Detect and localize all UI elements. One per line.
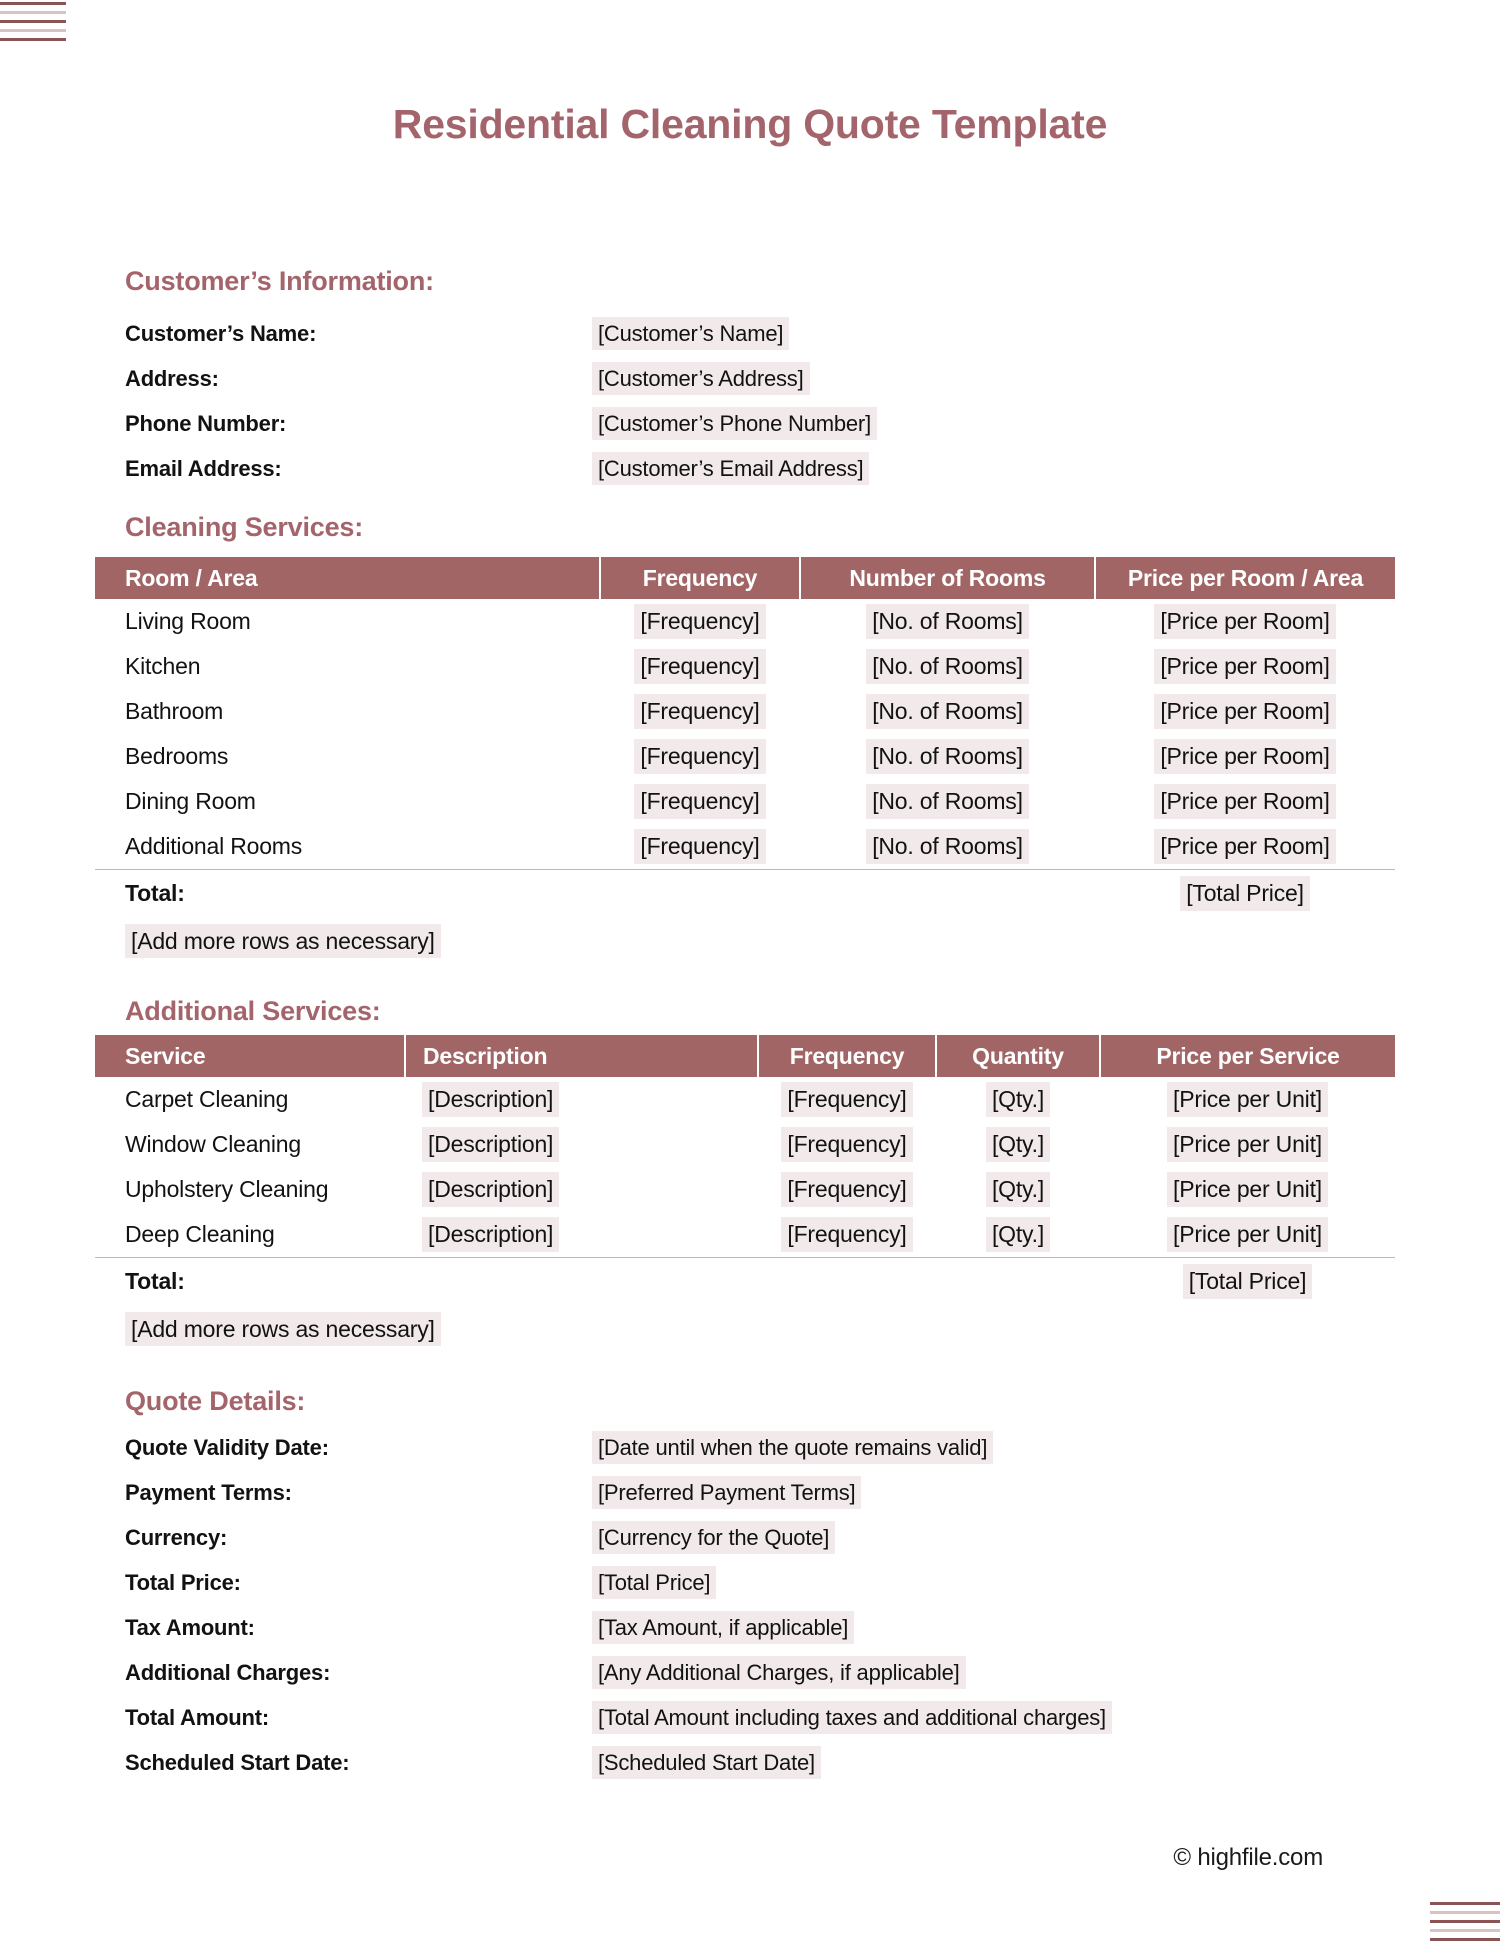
service-name: Upholstery Cleaning: [125, 1176, 329, 1202]
add-more-rows-note-row: [95, 917, 1395, 965]
frequency-placeholder[interactable]: [Frequency]: [634, 604, 765, 639]
quantity-placeholder[interactable]: [Qty.]: [986, 1127, 1050, 1162]
field-row-total-amount: [125, 1695, 1395, 1740]
section-heading-quote-details: Quote Details:: [125, 1386, 306, 1416]
column-header-quantity: Quantity: [936, 1035, 1100, 1077]
field-label: Email Address:: [125, 455, 282, 481]
section-heading-additional-services: Additional Services:: [125, 996, 381, 1026]
frequency-placeholder[interactable]: [Frequency]: [781, 1082, 912, 1117]
section-heading-customer-information: Customer’s Information:: [125, 266, 434, 296]
field-label: Total Price:: [125, 1569, 241, 1595]
price-placeholder[interactable]: [Price per Unit]: [1167, 1217, 1328, 1252]
field-row-phone-number: [125, 401, 1395, 446]
add-more-rows-note-row: [95, 1305, 1395, 1353]
column-header-description: Description: [405, 1035, 758, 1077]
quantity-placeholder[interactable]: [Qty.]: [986, 1172, 1050, 1207]
quantity-placeholder[interactable]: [Qty.]: [986, 1217, 1050, 1252]
service-name: Deep Cleaning: [125, 1220, 275, 1247]
footer-credit: © highfile.com: [1173, 1844, 1323, 1871]
service-name: Carpet Cleaning: [125, 1086, 289, 1112]
field-label: Quote Validity Date:: [125, 1434, 329, 1460]
field-row-customer-name: [125, 311, 1395, 356]
decorative-line: [0, 38, 66, 41]
field-label: Phone Number:: [125, 410, 287, 436]
table-row: [95, 779, 1395, 824]
rooms-count-placeholder[interactable]: [No. of Rooms]: [866, 829, 1029, 864]
total-price-placeholder[interactable]: [Total Price]: [592, 1566, 716, 1600]
payment-terms-placeholder[interactable]: [Preferred Payment Terms]: [592, 1476, 861, 1510]
field-label: Customer’s Name:: [125, 320, 317, 346]
table-row: [95, 599, 1395, 644]
service-name: Window Cleaning: [125, 1131, 301, 1157]
rooms-count-placeholder[interactable]: [No. of Rooms]: [866, 604, 1029, 639]
corner-lines-decoration-bottom-right: [1430, 1902, 1500, 1941]
decorative-line: [1430, 1920, 1500, 1923]
frequency-placeholder[interactable]: [Frequency]: [781, 1127, 912, 1162]
field-label: Tax Amount:: [125, 1614, 255, 1640]
decorative-line: [0, 2, 66, 5]
column-header-price-per-service: Price per Service: [1100, 1035, 1395, 1077]
field-row-payment-terms: [125, 1470, 1395, 1515]
decorative-line: [0, 11, 66, 14]
document-content: [0, 265, 1500, 1873]
column-header-frequency: Frequency: [758, 1035, 936, 1077]
price-placeholder[interactable]: [Price per Room]: [1154, 649, 1335, 684]
description-placeholder[interactable]: [Description]: [422, 1172, 559, 1207]
quote-validity-date-placeholder[interactable]: [Date until when the quote remains valid]: [592, 1431, 993, 1465]
total-label: Total:: [95, 869, 1095, 917]
field-row-address: [125, 356, 1395, 401]
price-placeholder[interactable]: [Price per Unit]: [1167, 1172, 1328, 1207]
room-name: Bedrooms: [125, 743, 229, 769]
table-row: [95, 1167, 1395, 1212]
table-header-row: [95, 557, 1395, 599]
total-row: [95, 1257, 1395, 1305]
decorative-line: [0, 29, 66, 32]
price-placeholder[interactable]: [Price per Room]: [1154, 784, 1335, 819]
column-header-service: Service: [95, 1035, 405, 1077]
quantity-placeholder[interactable]: [Qty.]: [986, 1082, 1050, 1117]
rooms-count-placeholder[interactable]: [No. of Rooms]: [866, 649, 1029, 684]
field-label: Total Amount:: [125, 1704, 270, 1730]
frequency-placeholder[interactable]: [Frequency]: [634, 829, 765, 864]
total-label: Total:: [95, 1257, 1100, 1305]
room-name: Bathroom: [125, 698, 224, 724]
table-row: [95, 689, 1395, 734]
frequency-placeholder[interactable]: [Frequency]: [781, 1172, 912, 1207]
section-heading-cleaning-services: Cleaning Services:: [125, 512, 364, 542]
corner-lines-decoration-top-left: [0, 2, 66, 41]
column-header-number-of-rooms: Number of Rooms: [800, 557, 1095, 599]
additional-services-table: [95, 1035, 1395, 1353]
table-row: [95, 1212, 1395, 1257]
room-name: Dining Room: [125, 788, 256, 814]
price-placeholder[interactable]: [Price per Room]: [1154, 694, 1335, 729]
frequency-placeholder[interactable]: [Frequency]: [634, 649, 765, 684]
customer-info-fields: [125, 311, 1395, 491]
frequency-placeholder[interactable]: [Frequency]: [634, 739, 765, 774]
total-amount-placeholder[interactable]: [Total Amount including taxes and additional charges]: [592, 1701, 1112, 1735]
field-label: Address:: [125, 365, 219, 391]
price-placeholder[interactable]: [Price per Unit]: [1167, 1082, 1328, 1117]
room-name: Kitchen: [125, 653, 201, 679]
field-label: Payment Terms:: [125, 1479, 292, 1505]
field-row-scheduled-start-date: [125, 1740, 1395, 1785]
description-placeholder[interactable]: [Description]: [422, 1217, 559, 1252]
table-row: [95, 734, 1395, 779]
price-placeholder[interactable]: [Price per Room]: [1154, 604, 1335, 639]
column-header-room-area: Room / Area: [95, 557, 600, 599]
decorative-line: [1430, 1911, 1500, 1914]
total-price-placeholder[interactable]: [Total Price]: [1180, 876, 1310, 911]
cleaning-services-table: [95, 557, 1395, 965]
field-row-total-price: [125, 1560, 1395, 1605]
room-name: Living Room: [125, 608, 251, 634]
field-label: Additional Charges:: [125, 1659, 331, 1685]
customer-address-placeholder[interactable]: [Customer’s Address]: [592, 362, 810, 396]
description-placeholder[interactable]: [Description]: [422, 1082, 559, 1117]
column-header-frequency: Frequency: [600, 557, 800, 599]
field-label: Scheduled Start Date:: [125, 1749, 350, 1775]
frequency-placeholder[interactable]: [Frequency]: [634, 694, 765, 729]
total-row: [95, 869, 1395, 917]
table-row: [95, 1122, 1395, 1167]
customer-name-placeholder[interactable]: [Customer’s Name]: [592, 317, 789, 351]
field-label: Currency:: [125, 1524, 228, 1550]
table-row: [95, 644, 1395, 689]
frequency-placeholder[interactable]: [Frequency]: [634, 784, 765, 819]
field-row-additional-charges: [125, 1650, 1395, 1695]
column-header-price-per-room: Price per Room / Area: [1095, 557, 1395, 599]
page-title: Residential Cleaning Quote Template: [392, 101, 1108, 147]
table-row: [95, 1077, 1395, 1122]
currency-placeholder[interactable]: [Currency for the Quote]: [592, 1521, 835, 1555]
decorative-line: [1430, 1929, 1500, 1932]
rooms-count-placeholder[interactable]: [No. of Rooms]: [866, 694, 1029, 729]
field-row-currency: [125, 1515, 1395, 1560]
field-row-quote-validity-date: [125, 1425, 1395, 1470]
customer-phone-placeholder[interactable]: [Customer’s Phone Number]: [592, 407, 877, 441]
decorative-line: [0, 20, 66, 23]
table-row: [95, 824, 1395, 869]
price-placeholder[interactable]: [Price per Room]: [1154, 829, 1335, 864]
scheduled-start-date-placeholder[interactable]: [Scheduled Start Date]: [592, 1746, 821, 1780]
add-more-rows-note: [Add more rows as necessary]: [125, 1312, 441, 1347]
price-placeholder[interactable]: [Price per Unit]: [1167, 1127, 1328, 1162]
price-placeholder[interactable]: [Price per Room]: [1154, 739, 1335, 774]
quote-details-fields: [125, 1425, 1395, 1785]
decorative-line: [1430, 1902, 1500, 1905]
frequency-placeholder[interactable]: [Frequency]: [781, 1217, 912, 1252]
customer-email-placeholder[interactable]: [Customer’s Email Address]: [592, 452, 869, 486]
description-placeholder[interactable]: [Description]: [422, 1127, 559, 1162]
additional-charges-placeholder[interactable]: [Any Additional Charges, if applicable]: [592, 1656, 966, 1690]
add-more-rows-note: [Add more rows as necessary]: [125, 924, 441, 959]
field-row-email-address: [125, 446, 1395, 491]
field-row-tax-amount: [125, 1605, 1395, 1650]
rooms-count-placeholder[interactable]: [No. of Rooms]: [866, 784, 1029, 819]
table-header-row: [95, 1035, 1395, 1077]
total-price-placeholder[interactable]: [Total Price]: [1183, 1264, 1313, 1299]
room-name: Additional Rooms: [125, 832, 303, 859]
rooms-count-placeholder[interactable]: [No. of Rooms]: [866, 739, 1029, 774]
tax-amount-placeholder[interactable]: [Tax Amount, if applicable]: [592, 1611, 854, 1645]
